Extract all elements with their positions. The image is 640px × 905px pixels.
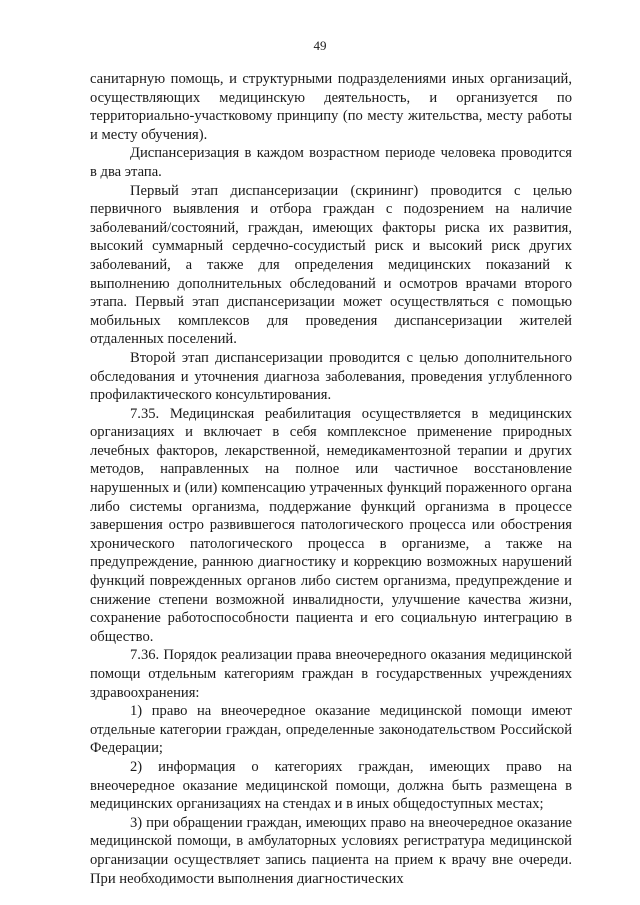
paragraph-1: санитарную помощь, и структурными подразделениями иных организаций, осуществляющих медицинскую деятельность, и организуется по территориально-участковому принципу (по месту жительства, месту работы и месту обучения). <box>90 71 572 143</box>
paragraph-6: 7.36. Порядок реализации права внеочередного оказания медицинской помощи отдельным категориям граждан в государственных учреждениях здравоохранения: <box>90 647 572 701</box>
paragraph-4: Второй этап диспансеризации проводится с целью дополнительного обследования и уточнения диагноза заболевания, проведения углубленного профилактического консультирования. <box>90 349 572 404</box>
paragraph-3: Первый этап диспансеризации (скрининг) проводится с целью первичного выявления и отбора граждан с подозрением на наличие заболеваний/состояний, граждан, имеющих факторы риска их развития, высокий суммарный сердечно-сосудистый риск и высокий риск других заболеваний, а также для определения медицинских показаний к выполнению дополнительных обследований и осмотров врачами второго этапа. Первый этап диспансеризации может осуществляться с помощью мобильных комплексов для проведения диспансеризации жителей отдаленных поселений. <box>90 182 572 348</box>
paragraph-9: 3) при обращении граждан, имеющих право на внеочередное оказание медицинской помощи, в амбулаторных условиях регистратура медицинской организации осуществляет запись пациента на прием к врачу вне очереди. При необходимости выполнения диагностических <box>90 814 572 887</box>
paragraph-8: 2) информация о категориях граждан, имеющих право на внеочередное оказание медицинской помощи, должна быть размещена в медицинских организациях на стендах и в иных общедоступных местах; <box>90 758 572 813</box>
document-body <box>90 70 572 888</box>
paragraph-2: Диспансеризация в каждом возрастном периоде человека проводится в два этапа. <box>90 145 572 180</box>
paragraph-7: 1) право на внеочередное оказание медицинской помощи имеют отдельные категории граждан, определенные законодательством Российской Федерации; <box>90 703 572 757</box>
paragraph-5: 7.35. Медицинская реабилитация осуществляется в медицинских организациях и включает в себя комплексное применение природных лечебных факторов, лекарственной, немедикаментозной терапии и других методов, направленных на полное или частичное восстановление нарушенных и (или) компенсацию утраченных функций пораженного органа либо системы организма, поддержание функций организма в процессе завершения остро развившегося патологического процесса или обострения хронического патологического процесса в организме, а также на предупреждение, раннюю диагностику и коррекцию возможных нарушений функций поврежденных органов либо систем организма, предупреждение и снижение степени возможной инвалидности, улучшение качества жизни, сохранение работоспособности пациента и его социальную интеграцию в общество. <box>90 405 572 645</box>
page-number: 49 <box>313 38 327 53</box>
